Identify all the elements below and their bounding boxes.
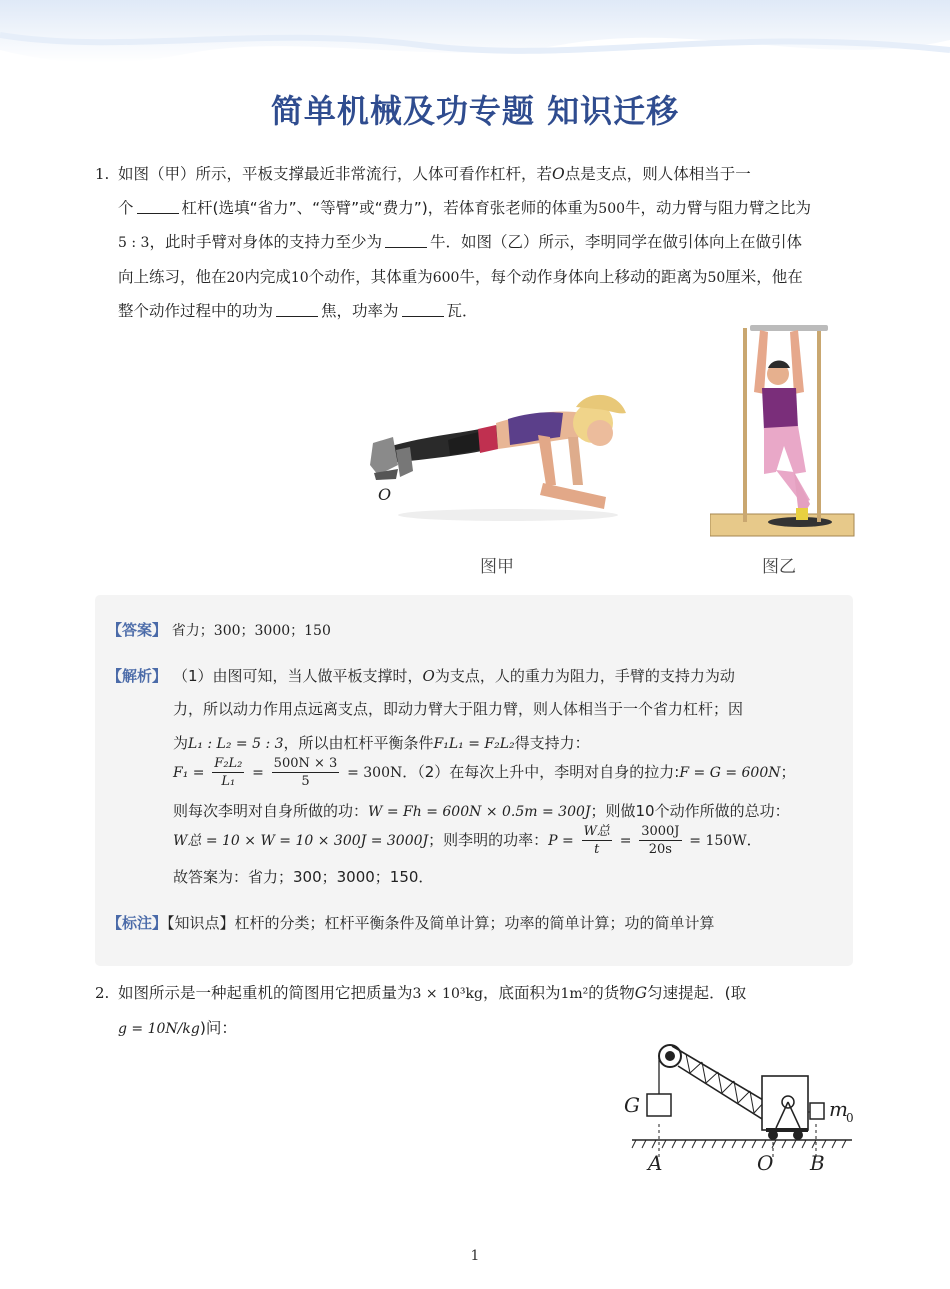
- analysis-line-5: [173, 800, 790, 821]
- power-formula: P =: [548, 833, 574, 849]
- question-2: [95, 977, 865, 1046]
- q1-text: 瓦．: [446, 302, 478, 320]
- q2-text: ，底面积为: [482, 984, 561, 1002]
- note-text: 【知识点】杠杆的分类；杠杆平衡条件及简单计算；功率的简单计算；功的简单计算: [167, 914, 715, 932]
- q1-ratio: 5 : 3: [118, 235, 150, 251]
- q1-text: 牛．如图（乙）所示，李明同学在做引体向上在做引体: [429, 233, 802, 251]
- question-1: [95, 158, 865, 329]
- q1-text: 向上练习，他在: [118, 267, 227, 286]
- analysis-text: （1）由图可知，当人做平板支撑时，: [173, 667, 423, 685]
- analysis-line-2: [173, 698, 743, 719]
- q2-line-1: [118, 977, 865, 1012]
- answer-blank[interactable]: [402, 303, 444, 317]
- analysis-point-o: O: [422, 667, 435, 685]
- analysis-text: 则每次李明对自身所做的功：: [173, 802, 369, 820]
- power-result: = 150W: [689, 833, 747, 849]
- analysis-conclusion: 故答案为：省力；300；3000；150．: [173, 868, 434, 886]
- analysis-text: ；: [780, 763, 796, 781]
- crane-diagram: [620, 1040, 860, 1180]
- fraction-w-over-t: [582, 823, 612, 858]
- gravity-constant: g = 10N/kg: [118, 1020, 200, 1037]
- plank-figure: [368, 385, 633, 525]
- q1-point-o: O: [552, 165, 565, 183]
- q1-line-1: [118, 158, 865, 192]
- analysis-line-6: [173, 823, 762, 858]
- q1-line-2: [118, 192, 865, 227]
- answer-row: [107, 619, 331, 640]
- fraction-denominator: 20s: [648, 842, 672, 857]
- q1-number: 10: [290, 269, 309, 286]
- q1-text: 焦，功率为: [321, 302, 399, 320]
- fraction-numerator: W总: [583, 824, 610, 839]
- q1-number: 50: [707, 269, 726, 286]
- area-value: 1m²: [560, 986, 589, 1002]
- q1-text: 杠杆(选填“省力”、“等臂”或“费力”)，若体育张老师的体重为: [181, 198, 599, 217]
- fraction-denominator: t: [594, 842, 600, 857]
- q2-text: 如图所示是一种起重机的简图用它把质量为: [118, 984, 413, 1002]
- total-work-formula: W总 = 10 × W = 10 × 300J = 3000J: [173, 833, 429, 849]
- header-wave-decoration: [0, 0, 950, 80]
- fraction-denominator: 5: [301, 774, 310, 789]
- q2-text: 匀速提起．(取: [647, 984, 747, 1002]
- q1-text: 个: [118, 198, 134, 217]
- page-number: 1: [470, 1248, 480, 1264]
- analysis-line-4: [173, 755, 796, 790]
- q1-text: 整个动作过程中的功为: [118, 302, 274, 320]
- label-g: G: [624, 1093, 640, 1117]
- question-number: 2.: [95, 984, 110, 1002]
- q1-text: 牛，每个动作身体向上移动的距离为: [459, 267, 708, 286]
- q1-number: 600: [432, 269, 460, 286]
- analysis-tag-row: [107, 665, 167, 686]
- label-m0: m: [829, 1097, 848, 1121]
- analysis-line-7: [173, 866, 433, 887]
- q1-text: 内完成: [244, 267, 291, 286]
- q1-number: 500: [598, 200, 626, 217]
- analysis-text: 力，所以动力作用点远离支点，即动力臂大于阻力臂，则人体相当于一个省力杠杆；因: [173, 700, 744, 718]
- cargo-g: G: [634, 984, 648, 1002]
- q2-text: )问：: [199, 1018, 237, 1037]
- question-number: 1.: [95, 165, 110, 183]
- pivot-o-label: O: [378, 485, 392, 504]
- fraction-denominator: L₁: [221, 774, 236, 789]
- q1-text: 点是支点，则人体相当于一: [564, 165, 751, 183]
- q1-text: 厘米，他在: [725, 267, 803, 286]
- q2-text: 的货物: [588, 984, 635, 1002]
- analysis-text: ．（2）在每次上升中，李明对自身的拉力:: [402, 763, 680, 781]
- fraction-numerator: 3000J: [641, 824, 680, 839]
- analysis-text: ．: [746, 831, 762, 849]
- label-a: A: [648, 1151, 663, 1175]
- note-row: [107, 912, 715, 933]
- analysis-text: ，所以由杠杆平衡条件: [283, 734, 434, 752]
- analysis-text: 得支持力：: [514, 734, 590, 752]
- answer-blank[interactable]: [137, 200, 179, 214]
- analysis-text: 为: [173, 734, 189, 752]
- mass-value: 3 × 10³kg: [412, 986, 483, 1002]
- formula-f1: F₁ =: [173, 765, 205, 781]
- q1-text: 如图（甲）所示，平板支撑最近非常流行，人体可看作杠杆，若: [118, 165, 553, 183]
- q1-text: 牛，动力臂与阻力臂之比为: [625, 198, 812, 217]
- fraction-numerator: F₂L₂: [214, 756, 243, 771]
- analysis-line-1: [173, 665, 735, 686]
- analysis-line-3: [173, 732, 590, 753]
- answer-tag: 【答案】: [107, 621, 168, 639]
- answer-text: 省力；300；3000；150: [171, 623, 331, 639]
- q1-number: 20: [226, 269, 245, 286]
- page-title: 简单机械及功专题 知识迁移: [270, 92, 680, 130]
- label-m0-subscript: 0: [846, 1111, 854, 1125]
- equals-sign: =: [619, 833, 632, 849]
- equals-sign: =: [252, 765, 264, 781]
- fraction-500n: [272, 755, 340, 790]
- pull-force-formula: F = G = 600N: [679, 765, 781, 781]
- q1-line-4: [118, 261, 865, 296]
- q1-line-3: [118, 226, 865, 261]
- answer-blank[interactable]: [276, 303, 318, 317]
- work-formula: W = Fh = 600N × 0.5m = 300J: [368, 804, 591, 820]
- pullup-figure: [710, 322, 856, 538]
- label-o: O: [757, 1151, 774, 1175]
- analysis-text: ；则李明的功率：: [428, 831, 549, 849]
- figure-caption-yi: 图乙: [762, 557, 796, 577]
- fraction-numerator: 500N × 3: [273, 756, 338, 771]
- fraction-f2l2-over-l1: [212, 755, 244, 790]
- q1-text: 个动作，其体重为: [308, 267, 433, 286]
- analysis-text: ；则做10个动作所做的总功：: [590, 802, 790, 820]
- answer-blank[interactable]: [385, 234, 427, 248]
- figure-caption-jia: 图甲: [480, 557, 514, 577]
- label-b: B: [810, 1151, 825, 1175]
- note-tag: 【标注】: [107, 914, 168, 932]
- fraction-3000j-over-20s: [639, 823, 681, 858]
- answer-panel: [95, 595, 853, 966]
- lever-balance-formula: F₁L₁ = F₂L₂: [433, 736, 515, 752]
- analysis-tag: 【解析】: [107, 667, 168, 685]
- analysis-text: 为支点，人的重力为阻力，手臂的支持力为动: [434, 667, 735, 685]
- q1-text: ，此时手臂对身体的支持力至少为: [149, 233, 382, 251]
- ratio-formula: L₁ : L₂ = 5 : 3: [188, 736, 284, 752]
- formula-result: = 300N: [347, 765, 403, 781]
